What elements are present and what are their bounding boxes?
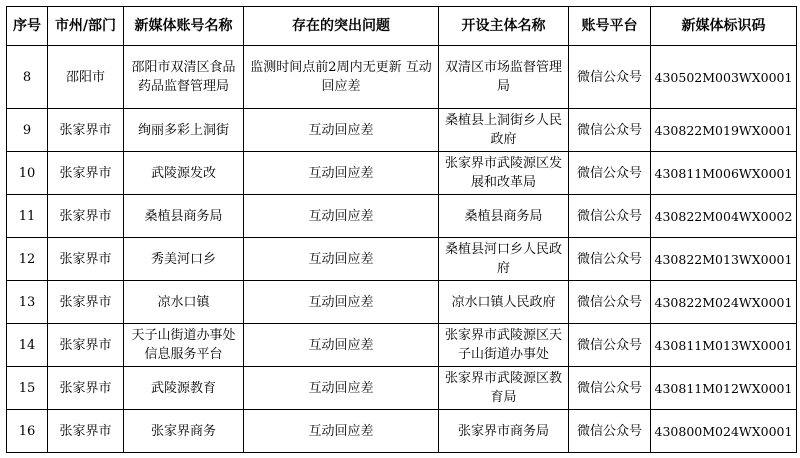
table-row (7, 152, 797, 195)
cell-platform: 微信公众号 (569, 46, 651, 109)
cell-owner: 桑植县上洞街乡人民政府 (439, 109, 569, 152)
cell-platform: 微信公众号 (569, 109, 651, 152)
cell-media-code: 430822M024WX0001 (651, 281, 797, 324)
cell-platform: 微信公众号 (569, 152, 651, 195)
cell-account: 武陵源教育 (124, 367, 244, 410)
cell-issue: 互动回应差 (244, 195, 439, 238)
cell-owner: 张家界市武陵源区天子山街道办事处 (439, 324, 569, 367)
table-row (7, 46, 797, 109)
cell-media-code: 430502M003WX0001 (651, 46, 797, 109)
cell-account: 武陵源发改 (124, 152, 244, 195)
cell-account: 桑植县商务局 (124, 195, 244, 238)
cell-serial-no: 14 (7, 324, 48, 367)
cell-media-code: 430811M013WX0001 (651, 324, 797, 367)
header-media-code: 新媒体标识码 (651, 7, 797, 46)
cell-city: 张家界市 (48, 410, 124, 453)
cell-media-code: 430822M013WX0001 (651, 238, 797, 281)
cell-city: 张家界市 (48, 195, 124, 238)
cell-issue: 互动回应差 (244, 281, 439, 324)
cell-owner: 张家界市武陵源区发展和改革局 (439, 152, 569, 195)
cell-media-code: 430811M006WX0001 (651, 152, 797, 195)
header-city-department: 市州/部门 (48, 7, 124, 46)
cell-owner: 张家界市武陵源区教育局 (439, 367, 569, 410)
table-row (7, 410, 797, 453)
cell-serial-no: 16 (7, 410, 48, 453)
cell-city: 张家界市 (48, 109, 124, 152)
cell-city: 张家界市 (48, 152, 124, 195)
table-row (7, 238, 797, 281)
cell-owner: 凉水口镇人民政府 (439, 281, 569, 324)
cell-owner: 张家界市商务局 (439, 410, 569, 453)
cell-media-code: 430822M019WX0001 (651, 109, 797, 152)
cell-issue: 互动回应差 (244, 410, 439, 453)
cell-city: 邵阳市 (48, 46, 124, 109)
cell-account: 秀美河口乡 (124, 238, 244, 281)
cell-serial-no: 8 (7, 46, 48, 109)
cell-account: 凉水口镇 (124, 281, 244, 324)
cell-serial-no: 13 (7, 281, 48, 324)
cell-account: 邵阳市双清区食品药品监督管理局 (124, 46, 244, 109)
cell-city: 张家界市 (48, 281, 124, 324)
cell-serial-no: 9 (7, 109, 48, 152)
cell-media-code: 430822M004WX0002 (651, 195, 797, 238)
header-serial-no: 序号 (7, 7, 48, 46)
cell-platform: 微信公众号 (569, 195, 651, 238)
cell-owner: 桑植县河口乡人民政府 (439, 238, 569, 281)
cell-platform: 微信公众号 (569, 281, 651, 324)
cell-owner: 桑植县商务局 (439, 195, 569, 238)
table-row (7, 281, 797, 324)
cell-issue: 互动回应差 (244, 152, 439, 195)
cell-serial-no: 12 (7, 238, 48, 281)
table-row (7, 367, 797, 410)
cell-account: 张家界商务 (124, 410, 244, 453)
cell-platform: 微信公众号 (569, 324, 651, 367)
cell-issue: 监测时间点前2周内无更新 互动回应差 (244, 46, 439, 109)
cell-serial-no: 11 (7, 195, 48, 238)
cell-serial-no: 10 (7, 152, 48, 195)
table-row (7, 324, 797, 367)
media-account-table (6, 6, 797, 453)
cell-city: 张家界市 (48, 367, 124, 410)
cell-issue: 互动回应差 (244, 367, 439, 410)
cell-city: 张家界市 (48, 324, 124, 367)
cell-issue: 互动回应差 (244, 109, 439, 152)
cell-media-code: 430800M024WX0001 (651, 410, 797, 453)
cell-media-code: 430811M012WX0001 (651, 367, 797, 410)
cell-platform: 微信公众号 (569, 367, 651, 410)
table-row (7, 109, 797, 152)
cell-platform: 微信公众号 (569, 410, 651, 453)
header-account-name: 新媒体账号名称 (124, 7, 244, 46)
cell-account: 绚丽多彩上洞街 (124, 109, 244, 152)
cell-serial-no: 15 (7, 367, 48, 410)
table-header-row (7, 7, 797, 46)
cell-issue: 互动回应差 (244, 324, 439, 367)
header-platform: 账号平台 (569, 7, 651, 46)
cell-account: 天子山街道办事处信息服务平台 (124, 324, 244, 367)
header-issue: 存在的突出问题 (244, 7, 439, 46)
table-row (7, 195, 797, 238)
header-owner: 开设主体名称 (439, 7, 569, 46)
cell-owner: 双清区市场监督管理局 (439, 46, 569, 109)
cell-platform: 微信公众号 (569, 238, 651, 281)
cell-city: 张家界市 (48, 238, 124, 281)
cell-issue: 互动回应差 (244, 238, 439, 281)
